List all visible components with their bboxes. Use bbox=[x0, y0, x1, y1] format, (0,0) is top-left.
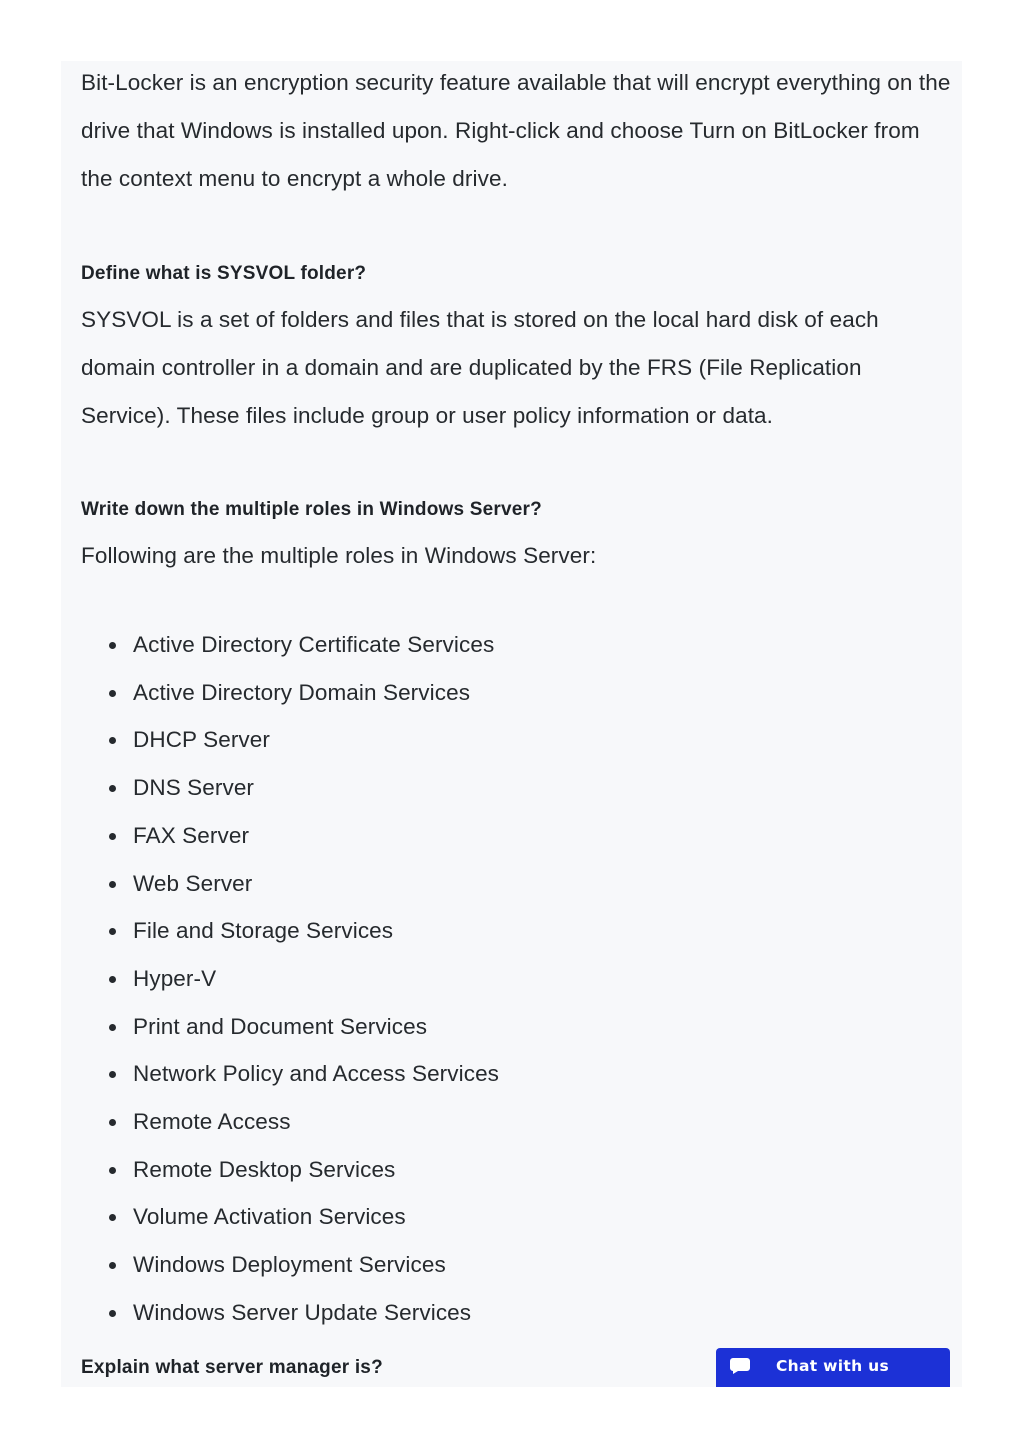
article-panel bbox=[61, 61, 962, 1387]
role-label: Active Directory Domain Services bbox=[133, 679, 471, 705]
role-list-item bbox=[81, 669, 499, 717]
role-list-item bbox=[81, 1289, 499, 1337]
role-list-item bbox=[81, 716, 499, 764]
sysvol-answer-paragraph: SYSVOL is a set of folders and files that is stored on the local hard disk of each domain controller in a domain and are duplicated by the FRS (File Replication Service). These files include group or user policy information or data. bbox=[81, 307, 879, 428]
role-list-item bbox=[81, 955, 499, 1003]
role-list-item bbox=[81, 860, 499, 908]
role-list-item bbox=[81, 1050, 499, 1098]
role-label: Remote Desktop Services bbox=[133, 1156, 396, 1182]
bullet-icon bbox=[109, 642, 116, 649]
role-label: DNS Server bbox=[133, 775, 255, 801]
bullet-icon bbox=[109, 1071, 116, 1078]
role-list-item bbox=[81, 764, 499, 812]
chat-bubble-icon bbox=[730, 1358, 750, 1374]
bullet-icon bbox=[109, 1262, 116, 1269]
roles-question-heading: Write down the multiple roles in Windows Server? bbox=[81, 499, 542, 520]
role-label: Remote Access bbox=[133, 1109, 291, 1135]
bullet-icon bbox=[109, 737, 116, 744]
role-label: File and Storage Services bbox=[133, 918, 394, 944]
bullet-icon bbox=[109, 1167, 116, 1174]
bullet-icon bbox=[109, 785, 116, 792]
role-label: Hyper-V bbox=[133, 965, 217, 991]
bullet-icon bbox=[109, 928, 116, 935]
role-label: Windows Deployment Services bbox=[133, 1252, 446, 1278]
roles-list bbox=[81, 621, 499, 1337]
bullet-icon bbox=[109, 1214, 116, 1221]
role-list-item bbox=[81, 812, 499, 860]
bullet-icon bbox=[109, 1310, 116, 1317]
role-label: Volume Activation Services bbox=[133, 1204, 406, 1230]
chat-with-us-button[interactable] bbox=[716, 1348, 950, 1387]
role-label: FAX Server bbox=[133, 822, 250, 848]
bullet-icon bbox=[109, 881, 116, 888]
chat-with-us-label: Chat with us bbox=[776, 1357, 890, 1375]
bullet-icon bbox=[109, 976, 116, 983]
role-label: DHCP Server bbox=[133, 727, 270, 753]
role-list-item bbox=[81, 907, 499, 955]
role-label: Windows Server Update Services bbox=[133, 1299, 472, 1325]
role-list-item bbox=[81, 1241, 499, 1289]
role-label: Network Policy and Access Services bbox=[133, 1061, 500, 1087]
server-manager-question-heading: Explain what server manager is? bbox=[81, 1357, 383, 1378]
sysvol-question-heading: Define what is SYSVOL folder? bbox=[81, 263, 367, 284]
roles-intro-paragraph: Following are the multiple roles in Windows Server: bbox=[81, 543, 597, 568]
bullet-icon bbox=[109, 1119, 116, 1126]
bullet-icon bbox=[109, 690, 116, 697]
bitlocker-paragraph: Bit-Locker is an encryption security feature available that will encrypt everything on the drive that Windows is installed upon. Right-click and choose Turn on BitLocker from the context menu to encrypt a whole drive. bbox=[81, 70, 951, 191]
role-label: Web Server bbox=[133, 870, 253, 896]
role-label: Print and Document Services bbox=[133, 1013, 428, 1039]
bullet-icon bbox=[109, 1024, 116, 1031]
role-list-item bbox=[81, 621, 499, 669]
role-list-item bbox=[81, 1146, 499, 1194]
role-list-item bbox=[81, 1003, 499, 1051]
role-list-item bbox=[81, 1193, 499, 1241]
role-label: Active Directory Certificate Services bbox=[133, 632, 495, 657]
bullet-icon bbox=[109, 833, 116, 840]
role-list-item bbox=[81, 1098, 499, 1146]
